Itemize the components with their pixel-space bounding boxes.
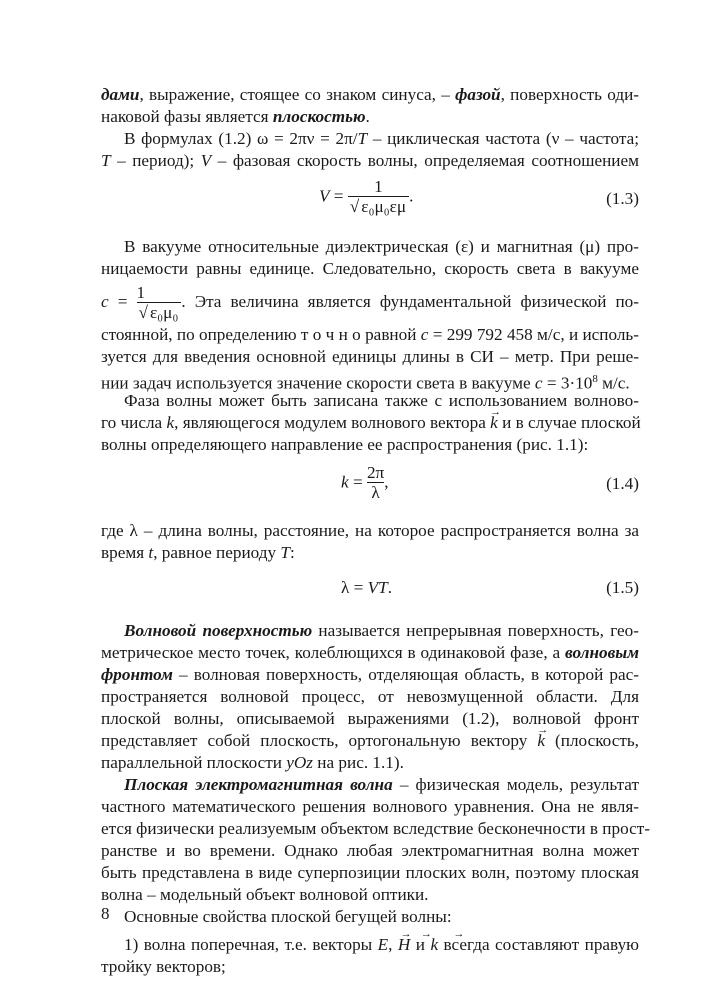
equation-1-3: V = $\frac{1}{\text{√ ε₀μ₀εμ}}$ . (1.3) bbox=[319, 177, 639, 216]
equation-number: (1.5) bbox=[606, 578, 639, 597]
text-line: ницаемости равны единице. Следовательно, скорость света в вакууме bbox=[101, 259, 639, 278]
text-line: волна – модельный объект волновой оптики. bbox=[101, 885, 429, 904]
text-line: пространяется волновой процесс, от невозмущенной области. Для bbox=[101, 687, 639, 706]
text-line: частного математического решения волнового уравнения. Она не явля- bbox=[101, 797, 639, 816]
text-line: ется физически реализуемым объектом вследствие бесконечности в прост- bbox=[101, 819, 650, 838]
text-line: где λ – длина волны, расстояние, на которое распространяется волна за bbox=[101, 521, 639, 540]
text-line: метрическое место точек, колеблющихся в одинаковой фазе, а волновым bbox=[101, 643, 639, 662]
text-line: время t, равное периоду T: bbox=[101, 543, 295, 562]
text-line: параллельной плоскости yOz на рис. 1.1). bbox=[101, 753, 404, 772]
equation-number: (1.3) bbox=[606, 189, 639, 208]
text-line: быть представлена в виде суперпозиции плоских волн, поэтому плоская bbox=[101, 863, 639, 882]
page-body bbox=[101, 84, 650, 978]
text-line: плоской волны, описываемой выражениями (1.2), волновой фронт bbox=[101, 709, 639, 728]
equation-number: (1.4) bbox=[606, 474, 639, 493]
text-line: T – период); V – фазовая скорость волны, определяемая соотношением bbox=[101, 151, 639, 170]
text-line: Плоская электромагнитная волна – физическая модель, результат bbox=[124, 775, 639, 794]
text-line: В формулах (1.2) ω = 2πν = 2π/T – циклическая частота (ν – частота; bbox=[124, 129, 639, 148]
text-line: фронтом – волновая поверхность, отделяющая область, в которой рас- bbox=[101, 665, 639, 684]
text-line: стоянной, по определению т о ч н о равной c = 299 792 458 м/с, и исполь- bbox=[101, 325, 639, 344]
text-line: дами, выражение, стоящее со знаком синуса, – фазой, поверхность оди- bbox=[101, 85, 639, 104]
text-line: Основные свойства плоской бегущей волны: bbox=[124, 907, 452, 926]
text-line: c = $\frac{1}{\text{√ ε₀μ₀}}$ . Эта величина является фундаментальной физической по- bbox=[101, 282, 639, 322]
text-line: тройку векторов; bbox=[101, 957, 226, 976]
text-line: волны определяющего направление ее распространения (рис. 1.1): bbox=[101, 435, 589, 454]
text-line: наковой фазы является плоскостью. bbox=[101, 107, 370, 126]
text-line: нии задач используется значение скорости света в вакууме $c = 3\cdot 10^8$ м/с. bbox=[101, 373, 630, 393]
text-line: В вакууме относительные диэлектрическая (ε) и магнитная (μ) про- bbox=[124, 237, 639, 256]
text-line: Фаза волны может быть записана также с использованием волново- bbox=[124, 391, 639, 410]
text-line: зуется для введения основной единицы длины в СИ – метр. При реше- bbox=[101, 347, 639, 366]
text-line: Волновой поверхностью называется непрерывная поверхность, гео- bbox=[124, 621, 639, 640]
text-line: ранстве и во времени. Однако любая электромагнитная волна может bbox=[101, 841, 639, 860]
page-number: 8 bbox=[101, 904, 110, 923]
equation-1-4: k = $\frac{2\pi}{\lambda}$ , (1.4) bbox=[341, 463, 639, 502]
text-line: го числа k, являющегося модулем волнового вектора → k и в случае плоской bbox=[101, 412, 639, 434]
equation-1-5: λ = VT. (1.5) bbox=[341, 578, 639, 597]
text-line: представляет собой плоскость, ортогональную вектору → k (плоскость, bbox=[101, 730, 639, 752]
text-line: 1) волна поперечная, т.е. векторы → E, → H и → k всегда составляют правую bbox=[101, 934, 639, 956]
